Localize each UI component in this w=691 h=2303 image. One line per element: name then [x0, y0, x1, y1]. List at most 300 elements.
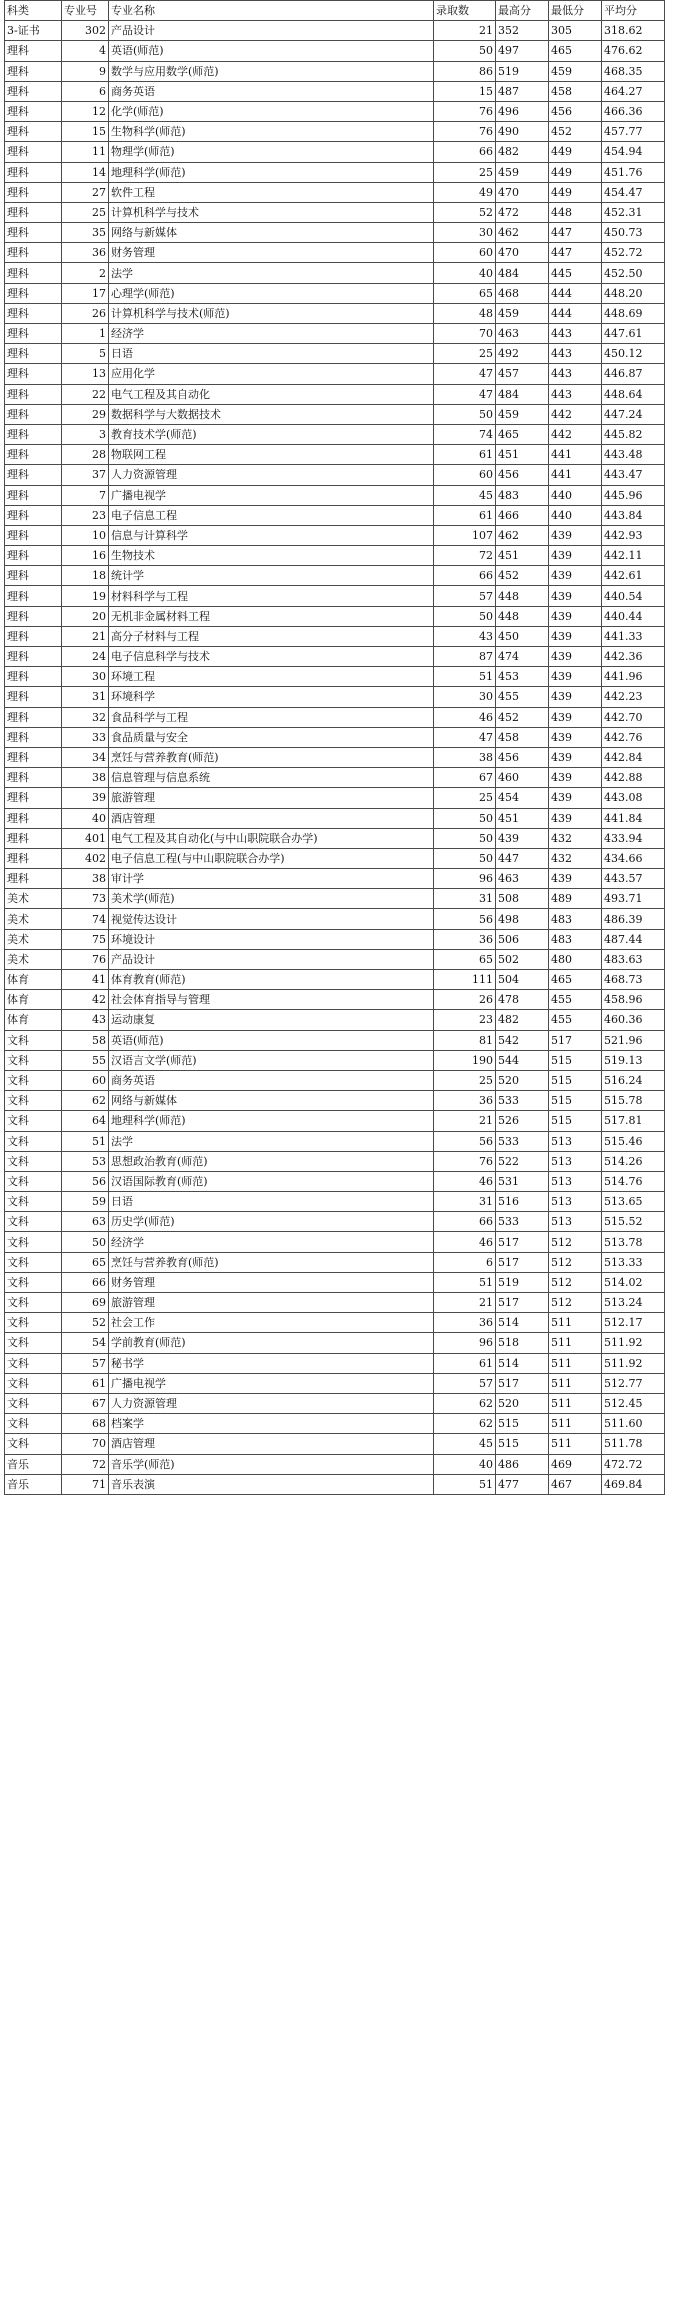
cell-max-score: 457 [496, 364, 549, 384]
cell-major-name: 运动康复 [109, 1010, 434, 1030]
cell-admitted-count: 6 [434, 1252, 496, 1272]
table-row [5, 1030, 665, 1050]
cell-major-name: 财务管理 [109, 1272, 434, 1292]
cell-major-name: 音乐学(师范) [109, 1454, 434, 1474]
cell-avg-score: 519.13 [602, 1050, 665, 1070]
cell-major-code: 22 [62, 384, 109, 404]
table-row [5, 949, 665, 969]
cell-min-score: 452 [549, 122, 602, 142]
cell-major-code: 69 [62, 1293, 109, 1313]
table-row [5, 1131, 665, 1151]
cell-avg-score: 486.39 [602, 909, 665, 929]
cell-major-code: 66 [62, 1272, 109, 1292]
cell-avg-score: 511.60 [602, 1414, 665, 1434]
cell-min-score: 439 [549, 687, 602, 707]
cell-admitted-count: 56 [434, 909, 496, 929]
cell-avg-score: 487.44 [602, 929, 665, 949]
cell-major-name: 思想政治教育(师范) [109, 1151, 434, 1171]
cell-category: 理科 [5, 606, 62, 626]
cell-category: 理科 [5, 626, 62, 646]
cell-max-score: 452 [496, 707, 549, 727]
table-row [5, 223, 665, 243]
cell-admitted-count: 66 [434, 1212, 496, 1232]
cell-max-score: 533 [496, 1131, 549, 1151]
cell-max-score: 472 [496, 202, 549, 222]
cell-category: 理科 [5, 566, 62, 586]
table-row [5, 1293, 665, 1313]
cell-category: 理科 [5, 788, 62, 808]
cell-category: 文科 [5, 1434, 62, 1454]
cell-admitted-count: 25 [434, 1070, 496, 1090]
cell-avg-score: 443.48 [602, 445, 665, 465]
cell-major-name: 电子信息工程(与中山职院联合办学) [109, 848, 434, 868]
cell-avg-score: 447.61 [602, 324, 665, 344]
cell-avg-score: 515.46 [602, 1131, 665, 1151]
table-row [5, 182, 665, 202]
cell-major-code: 75 [62, 929, 109, 949]
table-row [5, 122, 665, 142]
cell-admitted-count: 57 [434, 586, 496, 606]
cell-major-name: 信息与计算科学 [109, 525, 434, 545]
cell-major-name: 档案学 [109, 1414, 434, 1434]
cell-category: 体育 [5, 1010, 62, 1030]
cell-avg-score: 512.17 [602, 1313, 665, 1333]
cell-major-code: 53 [62, 1151, 109, 1171]
cell-avg-score: 512.45 [602, 1393, 665, 1413]
table-row [5, 970, 665, 990]
table-row [5, 929, 665, 949]
cell-admitted-count: 23 [434, 1010, 496, 1030]
cell-major-code: 42 [62, 990, 109, 1010]
cell-major-name: 环境科学 [109, 687, 434, 707]
cell-max-score: 517 [496, 1232, 549, 1252]
cell-major-name: 经济学 [109, 324, 434, 344]
cell-admitted-count: 107 [434, 525, 496, 545]
cell-max-score: 451 [496, 546, 549, 566]
cell-category: 文科 [5, 1333, 62, 1353]
cell-major-code: 67 [62, 1393, 109, 1413]
cell-admitted-count: 66 [434, 566, 496, 586]
cell-category: 理科 [5, 546, 62, 566]
cell-min-score: 442 [549, 424, 602, 444]
cell-major-code: 1 [62, 324, 109, 344]
cell-category: 理科 [5, 707, 62, 727]
cell-min-score: 439 [549, 647, 602, 667]
table-row [5, 1070, 665, 1090]
table-row [5, 1010, 665, 1030]
cell-major-name: 英语(师范) [109, 41, 434, 61]
cell-avg-score: 468.35 [602, 61, 665, 81]
cell-max-score: 486 [496, 1454, 549, 1474]
cell-avg-score: 521.96 [602, 1030, 665, 1050]
cell-category: 理科 [5, 424, 62, 444]
header-max-score: 最高分 [496, 1, 549, 21]
cell-max-score: 544 [496, 1050, 549, 1070]
cell-min-score: 305 [549, 21, 602, 41]
cell-min-score: 515 [549, 1091, 602, 1111]
cell-major-name: 烹饪与营养教育(师范) [109, 1252, 434, 1272]
cell-category: 理科 [5, 485, 62, 505]
table-row [5, 1474, 665, 1494]
cell-major-code: 401 [62, 828, 109, 848]
cell-min-score: 455 [549, 990, 602, 1010]
cell-major-code: 11 [62, 142, 109, 162]
cell-category: 文科 [5, 1353, 62, 1373]
cell-avg-score: 511.92 [602, 1333, 665, 1353]
cell-max-score: 517 [496, 1252, 549, 1272]
cell-category: 理科 [5, 81, 62, 101]
cell-major-name: 烹饪与营养教育(师范) [109, 747, 434, 767]
cell-max-score: 447 [496, 848, 549, 868]
cell-major-name: 汉语言文学(师范) [109, 1050, 434, 1070]
cell-admitted-count: 51 [434, 667, 496, 687]
cell-admitted-count: 50 [434, 41, 496, 61]
cell-avg-score: 447.24 [602, 404, 665, 424]
cell-major-name: 计算机科学与技术(师范) [109, 303, 434, 323]
cell-major-name: 地理科学(师范) [109, 1111, 434, 1131]
cell-major-name: 学前教育(师范) [109, 1333, 434, 1353]
cell-major-code: 31 [62, 687, 109, 707]
cell-min-score: 439 [549, 606, 602, 626]
cell-major-code: 27 [62, 182, 109, 202]
cell-category: 理科 [5, 848, 62, 868]
cell-avg-score: 442.93 [602, 525, 665, 545]
cell-major-name: 电气工程及其自动化(与中山职院联合办学) [109, 828, 434, 848]
cell-category: 文科 [5, 1414, 62, 1434]
cell-admitted-count: 60 [434, 243, 496, 263]
cell-max-score: 459 [496, 404, 549, 424]
cell-category: 3-证书 [5, 21, 62, 41]
cell-admitted-count: 61 [434, 1353, 496, 1373]
cell-major-code: 302 [62, 21, 109, 41]
cell-avg-score: 513.65 [602, 1192, 665, 1212]
table-row [5, 667, 665, 687]
cell-min-score: 441 [549, 445, 602, 465]
cell-min-score: 439 [549, 586, 602, 606]
table-row [5, 889, 665, 909]
cell-major-name: 教育技术学(师范) [109, 424, 434, 444]
cell-category: 音乐 [5, 1454, 62, 1474]
cell-admitted-count: 21 [434, 21, 496, 41]
cell-category: 美术 [5, 929, 62, 949]
table-row [5, 828, 665, 848]
cell-major-code: 60 [62, 1070, 109, 1090]
cell-max-score: 352 [496, 21, 549, 41]
cell-category: 文科 [5, 1151, 62, 1171]
table-body [5, 1, 665, 1495]
cell-major-code: 17 [62, 283, 109, 303]
cell-admitted-count: 47 [434, 727, 496, 747]
cell-max-score: 462 [496, 525, 549, 545]
cell-max-score: 533 [496, 1212, 549, 1232]
table-row [5, 404, 665, 424]
cell-max-score: 516 [496, 1192, 549, 1212]
cell-major-name: 社会工作 [109, 1313, 434, 1333]
cell-admitted-count: 65 [434, 283, 496, 303]
header-avg-score: 平均分 [602, 1, 665, 21]
table-row [5, 1434, 665, 1454]
cell-avg-score: 454.94 [602, 142, 665, 162]
cell-min-score: 449 [549, 162, 602, 182]
cell-min-score: 443 [549, 324, 602, 344]
cell-major-code: 9 [62, 61, 109, 81]
cell-major-name: 电气工程及其自动化 [109, 384, 434, 404]
cell-min-score: 511 [549, 1333, 602, 1353]
table-row [5, 445, 665, 465]
cell-major-name: 财务管理 [109, 243, 434, 263]
cell-admitted-count: 70 [434, 324, 496, 344]
cell-max-score: 484 [496, 263, 549, 283]
cell-major-name: 体育教育(师范) [109, 970, 434, 990]
cell-min-score: 449 [549, 142, 602, 162]
cell-max-score: 517 [496, 1373, 549, 1393]
cell-category: 文科 [5, 1313, 62, 1333]
cell-max-score: 470 [496, 182, 549, 202]
cell-admitted-count: 81 [434, 1030, 496, 1050]
cell-min-score: 467 [549, 1474, 602, 1494]
cell-admitted-count: 61 [434, 505, 496, 525]
cell-min-score: 439 [549, 869, 602, 889]
cell-admitted-count: 45 [434, 1434, 496, 1454]
cell-category: 理科 [5, 263, 62, 283]
cell-avg-score: 445.96 [602, 485, 665, 505]
cell-major-code: 36 [62, 243, 109, 263]
cell-min-score: 515 [549, 1111, 602, 1131]
cell-category: 音乐 [5, 1474, 62, 1494]
cell-max-score: 460 [496, 768, 549, 788]
cell-max-score: 519 [496, 61, 549, 81]
cell-min-score: 513 [549, 1171, 602, 1191]
cell-max-score: 504 [496, 970, 549, 990]
cell-major-name: 历史学(师范) [109, 1212, 434, 1232]
cell-max-score: 520 [496, 1393, 549, 1413]
cell-max-score: 458 [496, 727, 549, 747]
cell-major-code: 28 [62, 445, 109, 465]
table-row [5, 424, 665, 444]
cell-min-score: 469 [549, 1454, 602, 1474]
cell-avg-score: 515.78 [602, 1091, 665, 1111]
table-row [5, 525, 665, 545]
table-row [5, 1091, 665, 1111]
table-row [5, 1111, 665, 1131]
cell-max-score: 497 [496, 41, 549, 61]
cell-avg-score: 469.84 [602, 1474, 665, 1494]
cell-max-score: 451 [496, 445, 549, 465]
cell-admitted-count: 76 [434, 1151, 496, 1171]
cell-admitted-count: 57 [434, 1373, 496, 1393]
cell-avg-score: 443.08 [602, 788, 665, 808]
cell-max-score: 459 [496, 303, 549, 323]
table-row [5, 344, 665, 364]
cell-category: 体育 [5, 990, 62, 1010]
cell-min-score: 439 [549, 546, 602, 566]
cell-category: 文科 [5, 1171, 62, 1191]
table-row [5, 1212, 665, 1232]
cell-admitted-count: 61 [434, 445, 496, 465]
table-row [5, 101, 665, 121]
cell-major-code: 2 [62, 263, 109, 283]
cell-avg-score: 452.72 [602, 243, 665, 263]
table-row [5, 1171, 665, 1191]
cell-min-score: 515 [549, 1050, 602, 1070]
cell-category: 理科 [5, 162, 62, 182]
cell-min-score: 443 [549, 364, 602, 384]
cell-category: 理科 [5, 41, 62, 61]
table-row [5, 808, 665, 828]
cell-avg-score: 440.44 [602, 606, 665, 626]
cell-max-score: 515 [496, 1434, 549, 1454]
cell-major-name: 信息管理与信息系统 [109, 768, 434, 788]
cell-max-score: 462 [496, 223, 549, 243]
cell-category: 理科 [5, 283, 62, 303]
cell-admitted-count: 50 [434, 828, 496, 848]
cell-major-name: 心理学(师范) [109, 283, 434, 303]
cell-admitted-count: 60 [434, 465, 496, 485]
cell-major-name: 商务英语 [109, 1070, 434, 1090]
cell-min-score: 442 [549, 404, 602, 424]
cell-admitted-count: 51 [434, 1474, 496, 1494]
cell-major-code: 58 [62, 1030, 109, 1050]
table-row [5, 909, 665, 929]
cell-max-score: 542 [496, 1030, 549, 1050]
header-major-code: 专业号 [62, 1, 109, 21]
cell-major-code: 71 [62, 1474, 109, 1494]
cell-max-score: 465 [496, 424, 549, 444]
cell-min-score: 439 [549, 525, 602, 545]
cell-major-name: 社会体育指导与管理 [109, 990, 434, 1010]
cell-major-code: 70 [62, 1434, 109, 1454]
cell-major-code: 73 [62, 889, 109, 909]
cell-min-score: 513 [549, 1151, 602, 1171]
cell-max-score: 518 [496, 1333, 549, 1353]
cell-admitted-count: 67 [434, 768, 496, 788]
cell-min-score: 439 [549, 808, 602, 828]
cell-major-name: 统计学 [109, 566, 434, 586]
cell-major-name: 广播电视学 [109, 485, 434, 505]
cell-avg-score: 445.82 [602, 424, 665, 444]
cell-category: 理科 [5, 465, 62, 485]
cell-max-score: 477 [496, 1474, 549, 1494]
cell-admitted-count: 50 [434, 404, 496, 424]
cell-min-score: 459 [549, 61, 602, 81]
cell-avg-score: 514.02 [602, 1272, 665, 1292]
cell-avg-score: 468.73 [602, 970, 665, 990]
cell-avg-score: 460.36 [602, 1010, 665, 1030]
cell-major-name: 应用化学 [109, 364, 434, 384]
cell-avg-score: 442.61 [602, 566, 665, 586]
cell-admitted-count: 25 [434, 344, 496, 364]
cell-min-score: 439 [549, 727, 602, 747]
cell-min-score: 445 [549, 263, 602, 283]
cell-category: 理科 [5, 182, 62, 202]
cell-major-name: 广播电视学 [109, 1373, 434, 1393]
cell-category: 美术 [5, 949, 62, 969]
cell-category: 理科 [5, 747, 62, 767]
cell-major-code: 65 [62, 1252, 109, 1272]
cell-admitted-count: 190 [434, 1050, 496, 1070]
cell-min-score: 515 [549, 1070, 602, 1090]
table-row [5, 687, 665, 707]
cell-avg-score: 511.78 [602, 1434, 665, 1454]
cell-avg-score: 464.27 [602, 81, 665, 101]
table-row [5, 465, 665, 485]
cell-category: 文科 [5, 1030, 62, 1050]
cell-major-name: 酒店管理 [109, 1434, 434, 1454]
table-row [5, 707, 665, 727]
cell-min-score: 440 [549, 505, 602, 525]
table-row [5, 142, 665, 162]
cell-min-score: 517 [549, 1030, 602, 1050]
cell-max-score: 482 [496, 142, 549, 162]
cell-major-code: 34 [62, 747, 109, 767]
cell-major-name: 生物科学(师范) [109, 122, 434, 142]
table-row [5, 566, 665, 586]
cell-major-name: 人力资源管理 [109, 465, 434, 485]
cell-admitted-count: 50 [434, 808, 496, 828]
cell-major-name: 商务英语 [109, 81, 434, 101]
cell-admitted-count: 49 [434, 182, 496, 202]
header-min-score: 最低分 [549, 1, 602, 21]
cell-avg-score: 448.20 [602, 283, 665, 303]
cell-major-name: 产品设计 [109, 21, 434, 41]
table-row [5, 1333, 665, 1353]
cell-major-name: 秘书学 [109, 1353, 434, 1373]
cell-major-code: 13 [62, 364, 109, 384]
cell-major-name: 物理学(师范) [109, 142, 434, 162]
cell-major-name: 数据科学与大数据技术 [109, 404, 434, 424]
cell-min-score: 444 [549, 283, 602, 303]
cell-major-code: 5 [62, 344, 109, 364]
cell-major-code: 63 [62, 1212, 109, 1232]
cell-max-score: 455 [496, 687, 549, 707]
table-row [5, 41, 665, 61]
cell-major-code: 19 [62, 586, 109, 606]
cell-category: 理科 [5, 647, 62, 667]
cell-category: 文科 [5, 1070, 62, 1090]
cell-avg-score: 442.88 [602, 768, 665, 788]
cell-major-code: 3 [62, 424, 109, 444]
cell-avg-score: 442.76 [602, 727, 665, 747]
table-row [5, 505, 665, 525]
cell-major-name: 法学 [109, 1131, 434, 1151]
cell-admitted-count: 43 [434, 626, 496, 646]
cell-min-score: 449 [549, 182, 602, 202]
table-row [5, 586, 665, 606]
cell-admitted-count: 87 [434, 647, 496, 667]
cell-avg-score: 458.96 [602, 990, 665, 1010]
cell-min-score: 511 [549, 1393, 602, 1413]
cell-min-score: 465 [549, 970, 602, 990]
cell-min-score: 489 [549, 889, 602, 909]
cell-major-code: 30 [62, 667, 109, 687]
cell-max-score: 463 [496, 869, 549, 889]
cell-admitted-count: 51 [434, 1272, 496, 1292]
cell-avg-score: 433.94 [602, 828, 665, 848]
cell-max-score: 453 [496, 667, 549, 687]
cell-major-name: 电子信息科学与技术 [109, 647, 434, 667]
cell-avg-score: 443.47 [602, 465, 665, 485]
table-row [5, 848, 665, 868]
table-row [5, 626, 665, 646]
cell-avg-score: 512.77 [602, 1373, 665, 1393]
cell-min-score: 440 [549, 485, 602, 505]
cell-major-name: 日语 [109, 1192, 434, 1212]
cell-max-score: 483 [496, 485, 549, 505]
cell-major-name: 电子信息工程 [109, 505, 434, 525]
cell-major-name: 产品设计 [109, 949, 434, 969]
cell-avg-score: 513.24 [602, 1293, 665, 1313]
cell-min-score: 458 [549, 81, 602, 101]
